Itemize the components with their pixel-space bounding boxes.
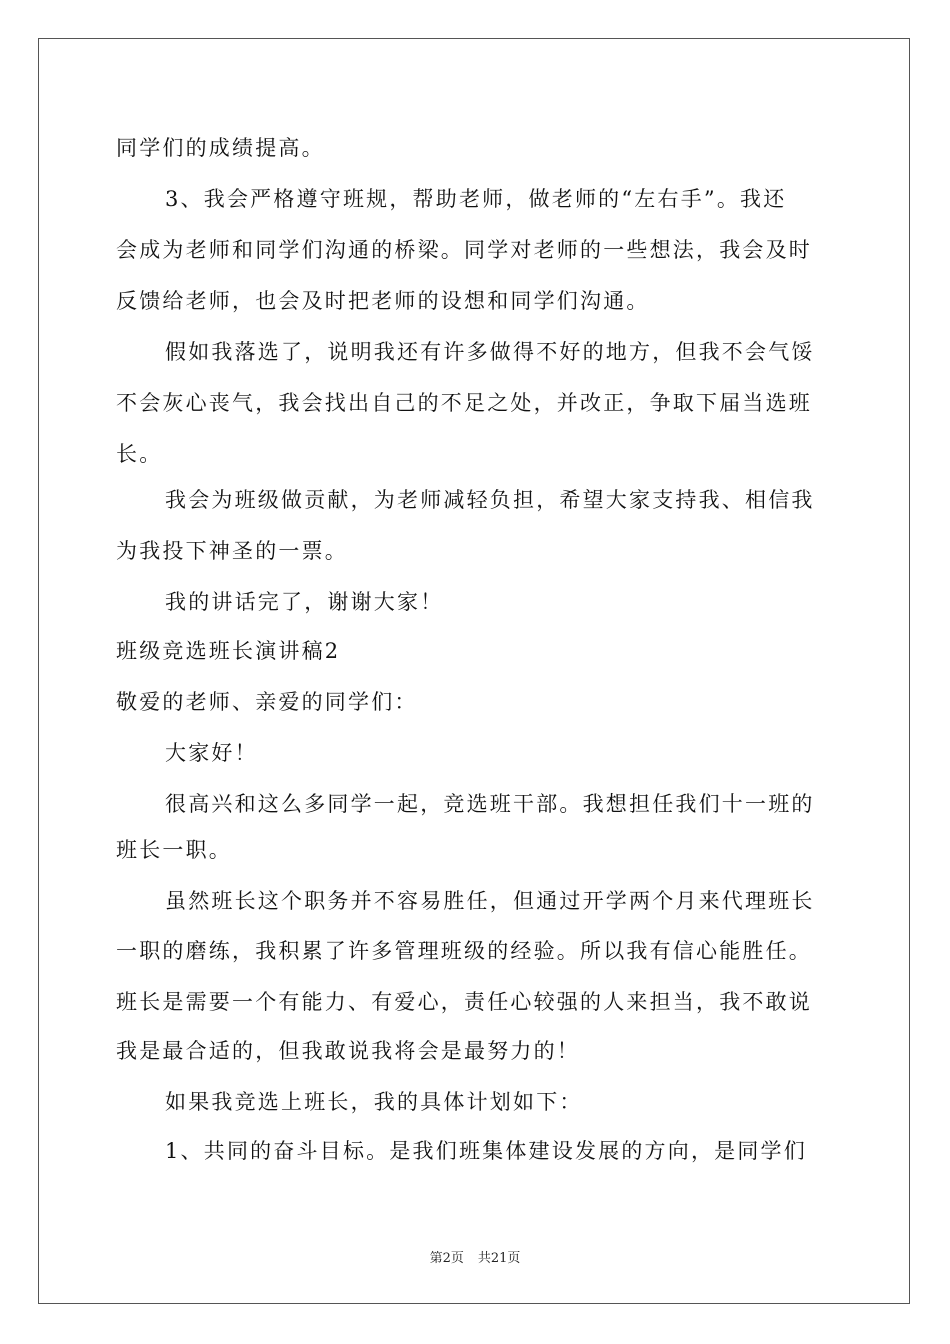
salutation: 敬爱的老师、亲爱的同学们： bbox=[116, 690, 418, 714]
text-line: 如果我竞选上班长，我的具体计划如下： bbox=[165, 1090, 583, 1114]
text-line: 同学们的成绩提高。 bbox=[116, 136, 325, 160]
text-line: 我的讲话完了，谢谢大家！ bbox=[165, 590, 444, 614]
text-line: 很高兴和这么多同学一起，竞选班干部。我想担任我们十一班的 bbox=[165, 792, 815, 816]
page-number: 第2页 bbox=[429, 1251, 464, 1266]
text-line: 为我投下神圣的一票。 bbox=[116, 539, 348, 563]
text-line: 反馈给老师，也会及时把老师的设想和同学们沟通。 bbox=[116, 289, 650, 313]
text-line: 假如我落选了，说明我还有许多做得不好的地方，但我不会气馁 bbox=[165, 340, 815, 364]
text-line: 我会为班级做贡献，为老师减轻负担，希望大家支持我、相信我 bbox=[165, 488, 815, 512]
text-line: 大家好！ bbox=[165, 741, 258, 765]
text-line: 不会灰心丧气，我会找出自己的不足之处，并改正，争取下届当选班 bbox=[116, 391, 812, 415]
section-title: 班级竞选班长演讲稿2 bbox=[116, 639, 341, 663]
text-line: 长。 bbox=[116, 442, 163, 466]
text-line: 虽然班长这个职务并不容易胜任，但通过开学两个月来代理班长 bbox=[165, 889, 815, 913]
text-line: 我是最合适的，但我敢说我将会是最努力的！ bbox=[116, 1039, 580, 1063]
text-line: 1、共同的奋斗目标。是我们班集体建设发展的方向，是同学们 bbox=[165, 1139, 807, 1163]
text-line: 班长是需要一个有能力、有爱心，责任心较强的人来担当，我不敢说 bbox=[116, 990, 812, 1014]
text-line: 一职的磨练，我积累了许多管理班级的经验。所以我有信心能胜任。 bbox=[116, 939, 812, 963]
text-line: 会成为老师和同学们沟通的桥梁。同学对老师的一些想法，我会及时 bbox=[116, 238, 812, 262]
page-footer bbox=[0, 1247, 950, 1266]
text-line: 3、我会严格遵守班规，帮助老师，做老师的“左右手”。我还 bbox=[165, 187, 787, 211]
page-total: 共21页 bbox=[477, 1251, 521, 1266]
text-line: 班长一职。 bbox=[116, 838, 232, 862]
